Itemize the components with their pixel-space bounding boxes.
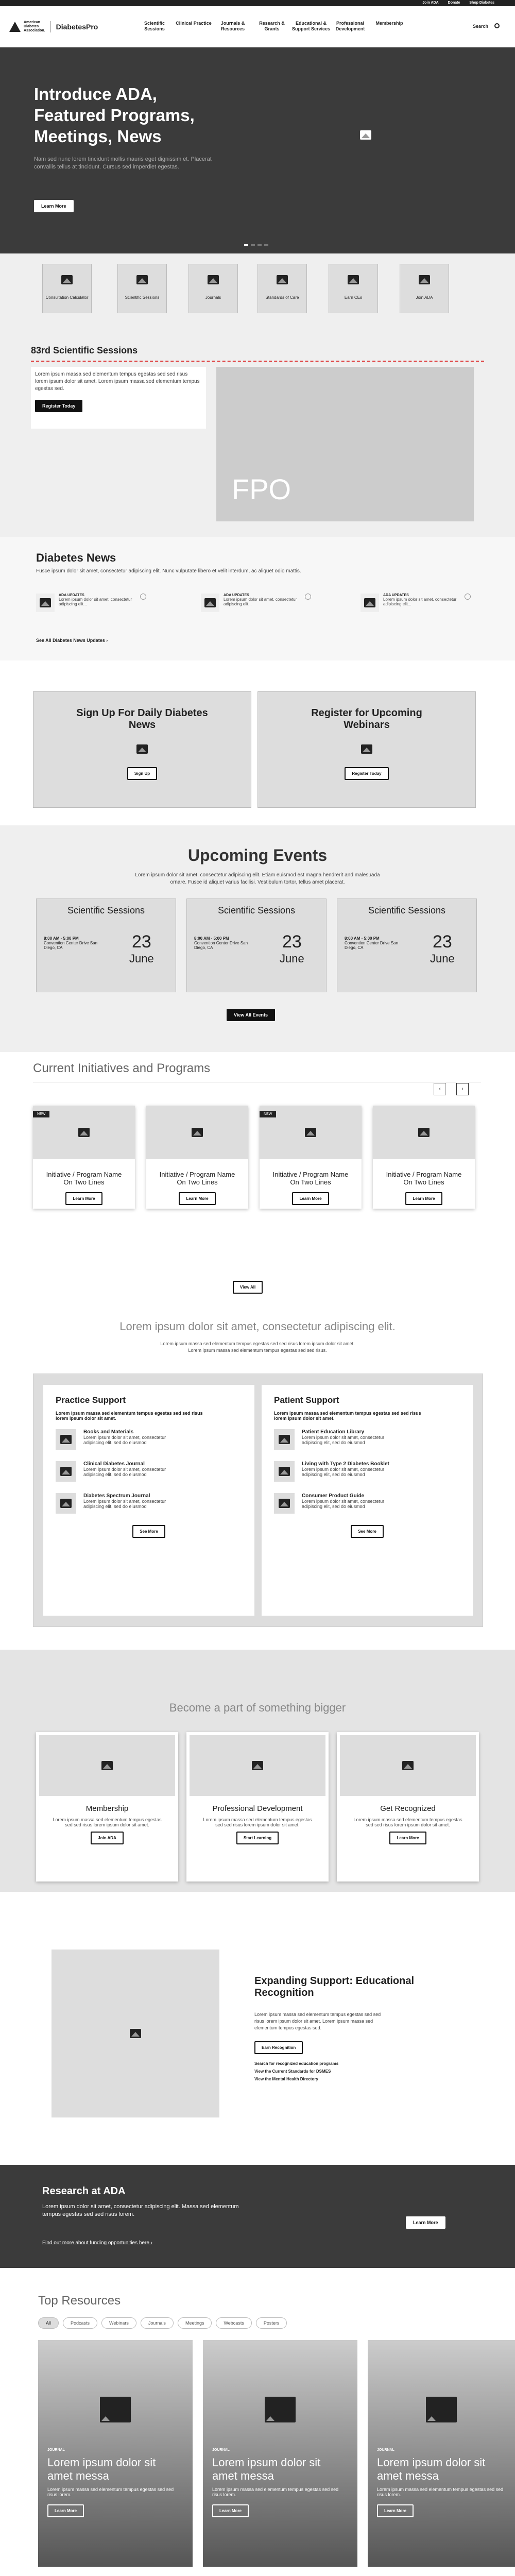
news-text: Lorem ipsum dolor sit amet, consectetur adipiscing elit... <box>59 597 132 606</box>
patient-support-card <box>262 1385 473 1616</box>
item-desc: Lorem ipsum dolor sit amet, consectetur adipiscing elit, sed do eiusmod <box>83 1467 166 1477</box>
hero <box>0 47 515 253</box>
item-name: Living with Type 2 Diabetes Booklet <box>302 1461 389 1467</box>
resource-desc: Lorem ipsum massa sed elementum tempus egestas sed sed risus lorem. <box>47 2487 174 2497</box>
event-time: 8:00 AM - 5:00 PM <box>345 936 380 941</box>
arrow-circle-icon[interactable] <box>465 594 471 600</box>
event-name: Scientific Sessions <box>368 905 446 916</box>
nav-item-education[interactable]: Educational & Support Services <box>291 21 331 31</box>
quicklink-label: Consultation Calculator <box>45 295 89 300</box>
next-arrow-icon[interactable]: › <box>456 1083 469 1095</box>
events-section <box>0 825 515 1052</box>
resource-tag: JOURNAL <box>377 2448 394 2452</box>
item-name: Books and Materials <box>83 1429 134 1435</box>
initiative-card[interactable] <box>33 1106 135 1209</box>
initiative-name: Initiative / Program Name On Two Lines <box>272 1171 349 1186</box>
fpo-image <box>216 367 474 521</box>
item-name: Diabetes Spectrum Journal <box>83 1493 150 1499</box>
initiative-name: Initiative / Program Name On Two Lines <box>46 1171 122 1186</box>
resource-learn-more-button[interactable]: Learn More <box>212 2504 249 2517</box>
main-nav <box>0 6 515 47</box>
sessions-body: Lorem ipsum massa sed elementum tempus egestas sed sed risus lorem ipsum dolor sit amet. Lorem ipsum massa sed elementum tempus egestas sed. <box>35 371 200 392</box>
search-link[interactable]: Search <box>472 24 488 29</box>
event-time: 8:00 AM - 5:00 PM <box>194 936 229 941</box>
support-item[interactable] <box>274 1461 460 1482</box>
resource-learn-more-button[interactable]: Learn More <box>377 2504 414 2517</box>
standards-link[interactable]: View the Current Standards for DSMES <box>254 2069 331 2074</box>
webinar-title: Register for Upcoming Webinars <box>311 707 422 731</box>
practice-support-card <box>43 1385 254 1616</box>
image-placeholder-icon <box>329 264 377 295</box>
practice-support-lead: Lorem ipsum massa sed elementum tempus egestas sed sed risus lorem ipsum dolor sit amet. <box>56 1411 203 1421</box>
learn-more-button[interactable]: Learn More <box>405 1192 442 1205</box>
news-text: Lorem ipsum dolor sit amet, consectetur adipiscing elit... <box>224 597 297 606</box>
item-desc: Lorem ipsum dolor sit amet, consectetur adipiscing elit, sed do eiusmod <box>83 1499 166 1509</box>
initiative-name: Initiative / Program Name On Two Lines <box>386 1171 462 1186</box>
support-item[interactable] <box>274 1429 460 1450</box>
event-place: Convention Center Drive San Diego, CA <box>345 941 399 950</box>
quicklink-tile[interactable] <box>117 264 167 313</box>
news-tag: ADA UPDATES <box>59 594 84 597</box>
support-item[interactable] <box>56 1493 242 1514</box>
research-learn-more-button[interactable]: Learn More <box>406 2216 445 2229</box>
nav-item-scientific-sessions[interactable]: Scientific Sessions <box>144 21 165 31</box>
arrow-circle-icon[interactable] <box>305 594 311 600</box>
filter-journals[interactable]: Journals <box>141 2317 174 2329</box>
funding-label: Find out more about funding opportunities here <box>42 2240 149 2246</box>
image-placeholder-icon <box>355 125 376 145</box>
see-more-button[interactable]: See More <box>351 1525 384 1538</box>
see-more-button[interactable]: See More <box>132 1525 165 1538</box>
support-item[interactable] <box>56 1429 242 1450</box>
news-tag: ADA UPDATES <box>383 594 409 597</box>
nav-item-research[interactable]: Research & Grants <box>259 21 285 31</box>
filter-all[interactable]: All <box>38 2317 59 2329</box>
sessions-section <box>0 331 515 537</box>
initiative-card[interactable] <box>146 1106 248 1209</box>
utility-bar <box>0 0 515 6</box>
brand-line: Association. <box>24 29 45 32</box>
sessions-title: 83rd Scientific Sessions <box>31 345 138 355</box>
all-news-link[interactable]: See All Diabetes News Updates › <box>36 638 108 643</box>
image-placeholder-icon <box>258 264 306 295</box>
event-place: Convention Center Drive San Diego, CA <box>194 941 248 950</box>
resource-title: Lorem ipsum dolor sit amet messa <box>377 2456 486 2482</box>
nav-item-membership[interactable]: Membership <box>375 21 403 26</box>
news-item[interactable] <box>360 594 474 612</box>
bigger-section <box>0 1650 515 1892</box>
resource-title: Lorem ipsum dolor sit amet messa <box>212 2456 321 2482</box>
bigger-card-desc: Lorem ipsum massa sed elementum tempus egestas sed sed risus lorem ipsum dolor sit amet. <box>53 1817 162 1827</box>
resource-learn-more-button[interactable]: Learn More <box>47 2504 84 2517</box>
research-body: Lorem ipsum dolor sit amet, consectetur adipiscing elit. Massa sed elementum tempus egestas sed sed risus lorem. <box>42 2204 239 2217</box>
image-placeholder-icon <box>400 264 449 295</box>
quick-links <box>0 253 515 331</box>
news-item[interactable] <box>201 594 314 612</box>
resource-card[interactable] <box>368 2340 515 2567</box>
quicklink-tile[interactable] <box>400 264 449 313</box>
bigger-card-title: Professional Development <box>212 1804 303 1813</box>
support-section <box>0 1299 515 1650</box>
hero-body: Nam sed nunc lorem tincidunt mollis mauris eget dignissim et. Placerat convallis tellus at tincidunt. Cursus sed imperdiet egestas. <box>34 156 212 170</box>
bigger-card <box>186 1732 329 1882</box>
newsletter-tile <box>33 691 251 808</box>
join-link[interactable]: Join ADA <box>422 1 439 5</box>
resource-tag: JOURNAL <box>47 2448 65 2452</box>
new-badge: NEW <box>33 1111 49 1117</box>
event-name: Scientific Sessions <box>67 905 145 916</box>
signup-section <box>0 660 515 825</box>
new-badge: NEW <box>260 1111 276 1117</box>
item-desc: Lorem ipsum dolor sit amet, consectetur adipiscing elit, sed do eiusmod <box>302 1499 385 1509</box>
funding-link[interactable]: Find out more about funding opportunities here › <box>42 2240 153 2246</box>
shop-link[interactable]: Shop Diabetes <box>469 1 494 5</box>
diabetespro-brand: DiabetesPro <box>56 23 98 31</box>
initiative-card[interactable] <box>260 1106 362 1209</box>
practice-support-title: Practice Support <box>56 1395 126 1405</box>
item-desc: Lorem ipsum dolor sit amet, consectetur adipiscing elit, sed do eiusmod <box>302 1467 385 1477</box>
news-text: Lorem ipsum dolor sit amet, consectetur adipiscing elit... <box>383 597 457 606</box>
event-day: 23 <box>282 932 302 952</box>
donate-link[interactable]: Donate <box>448 1 460 5</box>
ada-logo-icon <box>9 22 21 32</box>
brand-line: American <box>24 21 40 24</box>
register-webinar-button[interactable]: Register Today <box>345 767 388 780</box>
signup-title: Sign Up For Daily Diabetes News <box>76 707 208 731</box>
bigger-card-title: Membership <box>85 1804 129 1813</box>
event-name: Scientific Sessions <box>217 905 296 916</box>
events-title: Upcoming Events <box>187 846 328 865</box>
learn-more-button[interactable]: Learn More <box>292 1192 329 1205</box>
support-title: Lorem ipsum dolor sit amet, consectetur adipiscing elit. <box>119 1320 396 1333</box>
sign-up-button[interactable]: Sign Up <box>127 767 157 780</box>
event-month: June <box>129 952 154 965</box>
event-day: 23 <box>131 932 151 952</box>
resource-filters <box>38 2317 291 2329</box>
education-programs-link[interactable]: Search for recognized education programs <box>254 2061 339 2066</box>
event-month: June <box>430 952 455 965</box>
event-card[interactable] <box>337 899 477 992</box>
expanding-links <box>254 2060 338 2083</box>
events-intro: Lorem ipsum dolor sit amet, consectetur adipiscing elit. Etiam euismod est magna hendrerit and malesuada ornare. Fusce id aliquet varius facilisi. Vestibulum tortor, tellus amet placerat. <box>135 872 380 885</box>
mental-health-link[interactable]: View the Mental Health Directory <box>254 2077 318 2081</box>
support-item[interactable] <box>56 1461 242 1482</box>
logo[interactable] <box>9 21 98 33</box>
sessions-panel <box>31 367 206 429</box>
filter-podcasts[interactable]: Podcasts <box>63 2317 97 2329</box>
hero-title: Introduce ADA, Featured Programs, Meetings, News <box>34 84 195 146</box>
patient-support-title: Patient Support <box>274 1395 339 1405</box>
learn-more-button[interactable]: Learn More <box>389 1832 426 1844</box>
image-placeholder-icon <box>189 264 237 295</box>
initiative-card[interactable] <box>373 1106 475 1209</box>
earn-recognition-button[interactable]: Earn Recognition <box>254 2041 303 2054</box>
quicklink-label: Journals <box>205 295 221 300</box>
resource-desc: Lorem ipsum massa sed elementum tempus egestas sed sed risus lorem. <box>212 2487 339 2497</box>
item-desc: Lorem ipsum dolor sit amet, consectetur adipiscing elit, sed do eiusmod <box>302 1435 385 1445</box>
event-card[interactable] <box>36 899 176 992</box>
nav-item-journals[interactable]: Journals & Resources <box>220 21 245 31</box>
filter-webinars[interactable]: Webinars <box>101 2317 136 2329</box>
filter-posters[interactable]: Posters <box>256 2317 287 2329</box>
event-card[interactable] <box>186 899 327 992</box>
bigger-title: Become a part of something bigger <box>169 1701 346 1714</box>
bigger-card-desc: Lorem ipsum massa sed elementum tempus egestas sed sed risus lorem ipsum dolor sit amet. <box>353 1817 462 1827</box>
research-title: Research at ADA <box>42 2185 126 2197</box>
expanding-body: Lorem ipsum massa sed elementum tempus egestas sed sed risus lorem ipsum dolor sit amet. Lorem ipsum massa sed elementum tempus egestas sed. <box>254 2012 381 2030</box>
prev-arrow-icon[interactable]: ‹ <box>434 1083 446 1095</box>
quicklink-tile[interactable] <box>42 264 92 313</box>
support-intro: Lorem ipsum massa sed elementum tempus egestas sed sed risus lorem ipsum dolor sit amet. Lorem ipsum massa sed elementum tempus egestas sed sed risus. <box>160 1341 355 1353</box>
quicklink-label: Earn CEs <box>344 295 363 300</box>
initiatives-title: Current Initiatives and Programs <box>33 1061 211 1075</box>
webinar-tile <box>258 691 476 808</box>
news-intro: Fusce ipsum dolor sit amet, consectetur adipiscing elit. Nunc vulputate libero et velit interdum, ac aliquet odio mattis. <box>36 568 301 574</box>
event-place: Convention Center Drive San Diego, CA <box>44 941 98 950</box>
news-title: Diabetes News <box>36 551 116 564</box>
news-section <box>0 537 515 660</box>
resource-card[interactable] <box>203 2340 357 2567</box>
learn-more-button[interactable]: Learn More <box>179 1192 215 1205</box>
hero-learn-more-button[interactable]: Learn More <box>34 200 74 212</box>
quicklink-label: Standards of Care <box>265 295 299 300</box>
resources-title: Top Resources <box>38 2294 121 2308</box>
bigger-card <box>337 1732 479 1882</box>
nav-item-clinical-practice[interactable]: Clinical Practice <box>176 21 212 26</box>
news-item[interactable] <box>36 594 149 612</box>
image-placeholder-icon <box>43 264 91 295</box>
view-all-events-button[interactable]: View All Events <box>227 1009 275 1021</box>
learn-more-button[interactable]: Learn More <box>65 1192 102 1205</box>
brand-line: Diabetes <box>24 25 39 28</box>
filter-meetings[interactable]: Meetings <box>178 2317 212 2329</box>
all-news-label: See All Diabetes News Updates <box>36 638 105 643</box>
event-month: June <box>280 952 304 965</box>
image-placeholder-icon <box>118 264 166 295</box>
resources-section <box>0 2268 515 2576</box>
quicklink-tile[interactable] <box>188 264 238 313</box>
bigger-card-title: Get Recognized <box>380 1804 436 1813</box>
support-item[interactable] <box>274 1493 460 1514</box>
start-learning-button[interactable]: Start Learning <box>236 1832 279 1844</box>
news-tag: ADA UPDATES <box>224 594 249 597</box>
item-name: Consumer Product Guide <box>302 1493 365 1499</box>
initiatives-section <box>0 1052 515 1299</box>
bigger-card-desc: Lorem ipsum massa sed elementum tempus egestas sed sed risus lorem ipsum dolor sit amet. <box>203 1817 312 1827</box>
nav-item-prof-dev[interactable]: Professional Development <box>335 21 365 31</box>
image-placeholder-icon <box>52 1950 219 2117</box>
view-all-button[interactable]: View All <box>233 1281 263 1294</box>
quicklink-tile[interactable] <box>258 264 307 313</box>
divider <box>31 361 484 362</box>
expanding-title: Expanding Support: Educational Recognition <box>254 1975 414 1998</box>
quicklink-tile[interactable] <box>329 264 378 313</box>
bigger-card <box>36 1732 178 1882</box>
item-name: Patient Education Library <box>302 1429 365 1435</box>
filter-webcasts[interactable]: Webcasts <box>216 2317 251 2329</box>
resource-card[interactable] <box>38 2340 193 2567</box>
resource-title: Lorem ipsum dolor sit amet messa <box>47 2456 156 2482</box>
item-name: Clinical Diabetes Journal <box>83 1461 145 1467</box>
patient-support-lead: Lorem ipsum massa sed elementum tempus egestas sed sed risus lorem ipsum dolor sit amet. <box>274 1411 421 1421</box>
join-ada-button[interactable]: Join ADA <box>91 1832 124 1844</box>
search-icon[interactable] <box>494 23 500 28</box>
quicklink-label: Scientific Sessions <box>125 295 160 300</box>
resource-tag: JOURNAL <box>212 2448 230 2452</box>
initiative-name: Initiative / Program Name On Two Lines <box>159 1171 235 1186</box>
resource-desc: Lorem ipsum massa sed elementum tempus egestas sed sed risus lorem. <box>377 2487 504 2497</box>
carousel-dots[interactable] <box>244 244 268 246</box>
event-day: 23 <box>432 932 452 952</box>
arrow-circle-icon[interactable] <box>140 594 146 600</box>
item-desc: Lorem ipsum dolor sit amet, consectetur adipiscing elit, sed do eiusmod <box>83 1435 166 1445</box>
quicklink-label: Join ADA <box>416 295 433 300</box>
event-time: 8:00 AM - 5:00 PM <box>44 936 79 941</box>
fpo-label: FPO <box>232 473 291 505</box>
expanding-section <box>0 1892 515 2165</box>
register-today-button[interactable]: Register Today <box>35 400 82 412</box>
research-section <box>0 2165 515 2268</box>
